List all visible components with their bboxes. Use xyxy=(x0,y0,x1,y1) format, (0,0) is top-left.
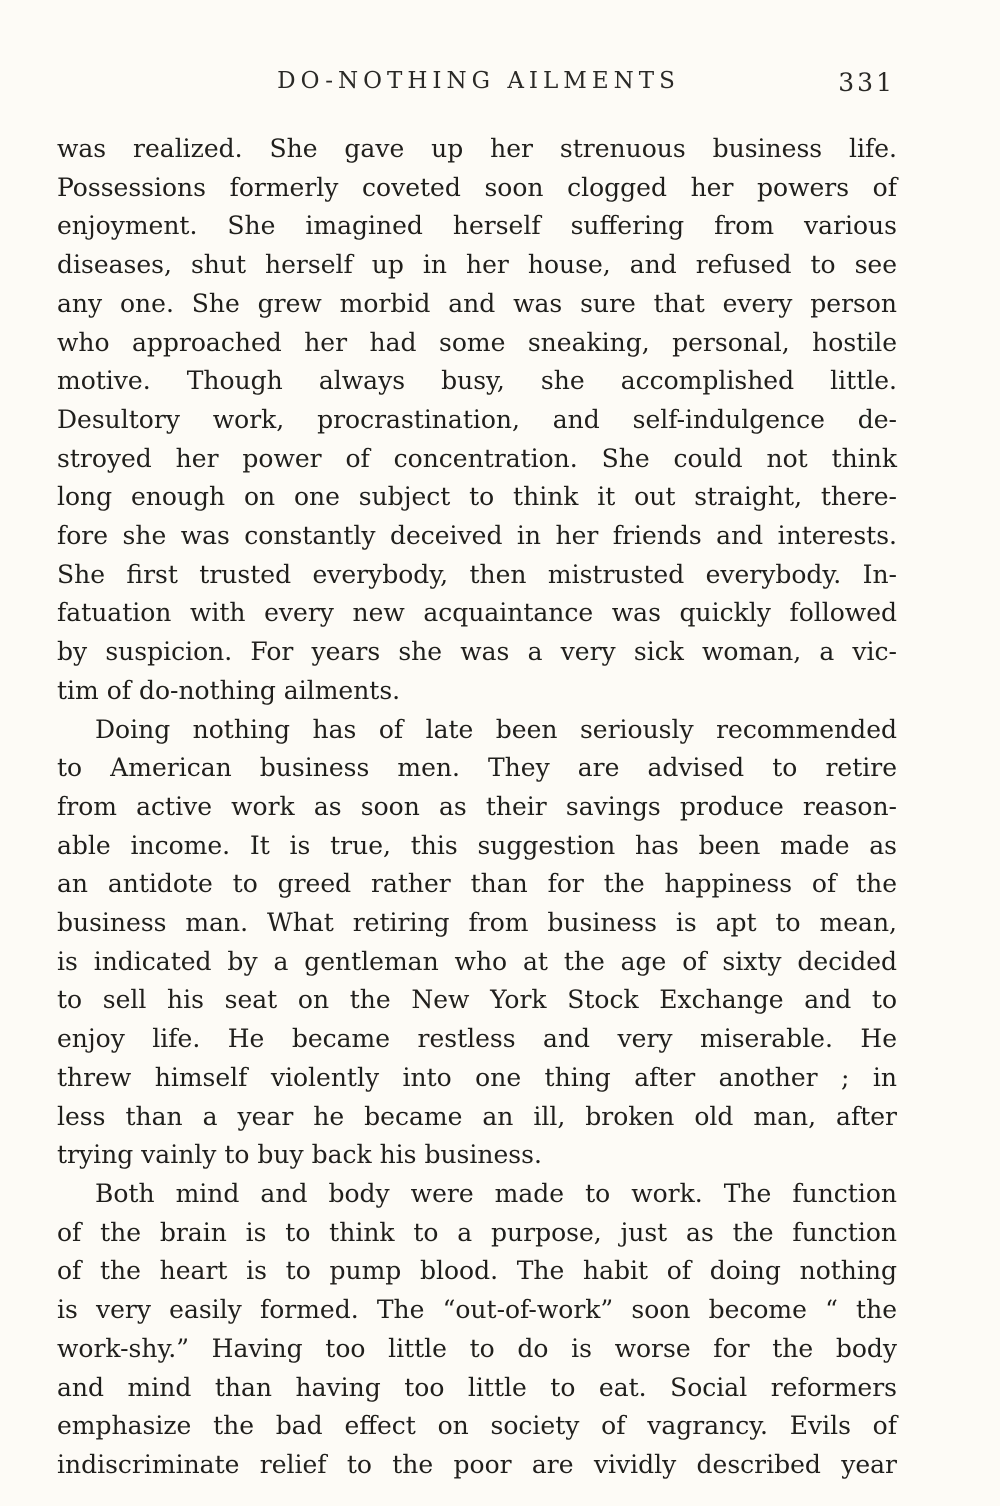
text-line: fore she was constantly deceived in her friends and interests. xyxy=(57,521,897,551)
text-line: Doing nothing has of late been seriously recommended xyxy=(95,714,897,744)
text-line: business man. What retiring from business is apt to mean, xyxy=(57,908,897,938)
text-line: She first trusted everybody, then mistrusted everybody. In- xyxy=(57,559,897,589)
text-line: enjoy life. He became restless and very miserable. He xyxy=(57,1024,897,1054)
text-line: emphasize the bad effect on society of vagrancy. Evils of xyxy=(57,1411,897,1441)
text-line: Desultory work, procrastination, and self-indulgence de- xyxy=(57,404,897,434)
text-line: any one. She grew morbid and was sure that every person xyxy=(57,288,897,318)
text-line: to American business men. They are advised to retire xyxy=(57,753,897,783)
text-line: long enough on one subject to think it out straight, there- xyxy=(57,482,897,512)
text-line: trying vainly to buy back his business. xyxy=(57,1140,542,1170)
text-line: from active work as soon as their savings produce reason- xyxy=(57,791,897,821)
text-line: is very easily formed. The “out-of-work” soon become “ the xyxy=(57,1295,897,1325)
running-title: DO-NOTHING AILMENTS xyxy=(277,68,680,94)
text-line: Possessions formerly coveted soon clogged her powers of xyxy=(57,172,897,202)
text-line: diseases, shut herself up in her house, and refused to see xyxy=(57,250,897,280)
text-line: threw himself violently into one thing after another ; in xyxy=(57,1062,897,1092)
text-line: was realized. She gave up her strenuous business life. xyxy=(57,134,897,163)
text-line: able income. It is true, this suggestion has been made as xyxy=(57,830,897,860)
paragraph xyxy=(57,130,897,711)
text-line: tim of do-nothing ailments. xyxy=(57,675,401,705)
page-header xyxy=(57,68,900,102)
text-line: by suspicion. For years she was a very sick woman, a vic- xyxy=(57,637,897,667)
text-line: to sell his seat on the New York Stock Exchange and to xyxy=(57,985,897,1015)
text-line: motive. Though always busy, she accomplished little. xyxy=(57,366,897,396)
text-line: Both mind and body were made to work. The function xyxy=(95,1178,897,1208)
page-number: 331 xyxy=(838,68,895,97)
text-line: who approached her had some sneaking, personal, hostile xyxy=(57,327,897,357)
text-line: stroyed her power of concentration. She could not think xyxy=(57,443,897,473)
text-line: fatuation with every new acquaintance was quickly followed xyxy=(57,598,897,628)
text-line: work-shy.” Having too little to do is worse for the body xyxy=(57,1333,897,1363)
text-line: of the heart is to pump blood. The habit of doing nothing xyxy=(57,1256,897,1286)
text-line: enjoyment. She imagined herself suffering from various xyxy=(57,211,897,241)
text-line: of the brain is to think to a purpose, just as the function xyxy=(57,1217,897,1247)
body-text xyxy=(57,130,897,1485)
text-line: indiscriminate relief to the poor are vividly described year xyxy=(57,1449,897,1479)
text-line: less than a year he became an ill, broken old man, after xyxy=(57,1101,897,1131)
text-line: and mind than having too little to eat. Social reformers xyxy=(57,1372,897,1402)
paragraph xyxy=(57,1175,897,1485)
text-line: an antidote to greed rather than for the happiness of the xyxy=(57,869,897,899)
paragraph xyxy=(57,711,897,1175)
text-line: is indicated by a gentleman who at the age of sixty decided xyxy=(57,946,897,976)
